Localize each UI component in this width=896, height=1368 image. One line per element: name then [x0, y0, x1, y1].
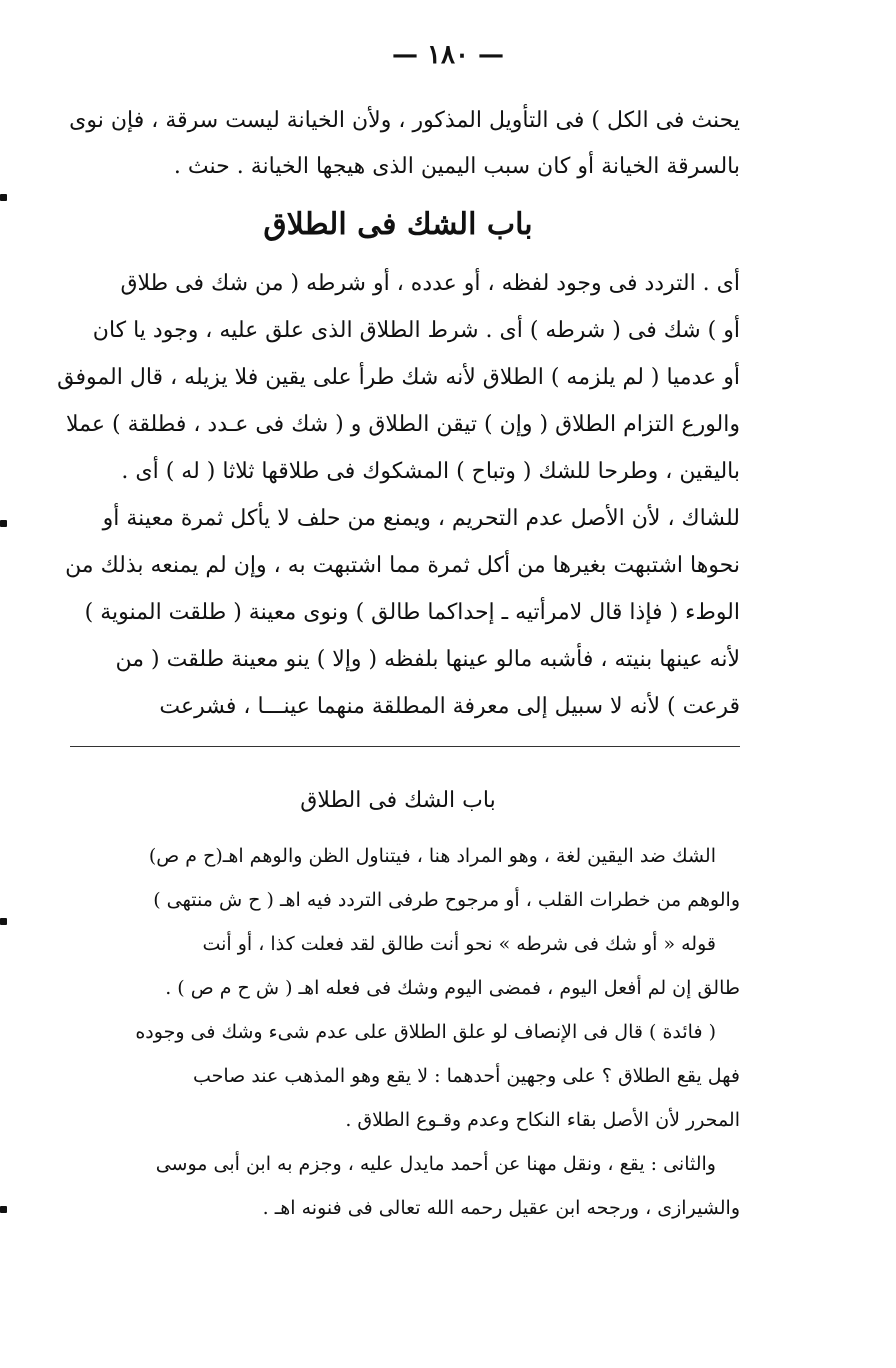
footnotes — [56, 776, 740, 1230]
footnote-line: طالق إن لم أفعل اليوم ، فمضى اليوم وشك فى فعله اهـ ( ش ح م ص ) . — [165, 977, 740, 999]
chapter-body — [56, 260, 740, 730]
body-line: باليقين ، وطرحا للشك ( وتباح ) المشكوك فى طلاقها ثلاثا ( له ) أى . — [121, 459, 740, 484]
body-line: أو عدميا ( لم يلزمه ) الطلاق لأنه شك طرأ على يقين فلا يزيله ، قال الموفق — [57, 365, 740, 390]
body-line: أو ) شك فى ( شرطه ) أى . شرط الطلاق الذى علق عليه ، وجود يا كان — [92, 318, 740, 343]
margin-mark — [0, 194, 7, 201]
footnote-title: باب الشك فى الطلاق — [300, 788, 496, 813]
footnote-line: والثانى : يقع ، ونقل مهنا عن أحمد مايدل عليه ، وجزم به ابن أبى موسى — [155, 1153, 716, 1175]
footnote-line: الشك ضد اليقين لغة ، وهو المراد هنا ، فيتناول الظن والوهم اهـ(ح م ص) — [148, 845, 716, 867]
body-line: للشاك ، لأن الأصل عدم التحريم ، ويمنع من حلف لا يأكل ثمرة معينة أو — [102, 506, 740, 531]
body-line: قرعت ) لأنه لا سبيل إلى معرفة المطلقة منهما عينـــا ، فشرعت — [159, 694, 740, 719]
footnote-line: والشيرازى ، ورجحه ابن عقيل رحمه الله تعالى فى فنونه اهـ . — [262, 1197, 740, 1219]
margin-mark — [0, 918, 7, 925]
footnote-divider — [70, 746, 740, 747]
body-line: لأنه عينها بنيته ، فأشبه مالو عينها بلفظه ( وإلا ) ينو معينة طلقت ( من — [115, 647, 740, 672]
footnote-line: قوله « أو شك فى شرطه » نحو أنت طالق لقد فعلت كذا ، أو أنت — [202, 933, 716, 955]
main-text — [56, 98, 740, 730]
body-line: الوطء ( فإذا قال لامرأتيه ـ إحداكما طالق ) ونوى معينة ( طلقت المنوية ) — [84, 600, 740, 625]
footnote-line: والوهم من خطرات القلب ، أو مرجوح طرفى التردد فيه اهـ ( ح ش منتهى ) — [153, 889, 740, 911]
margin-mark — [0, 520, 7, 527]
footnote-line: المحرر لأن الأصل بقاء النكاح وعدم وقـوع الطلاق . — [345, 1109, 740, 1131]
body-line: نحوها اشتبهت بغيرها من أكل ثمرة مما اشتبهت به ، وإن لم يمنعه بذلك من — [65, 553, 740, 578]
body-line: والورع التزام الطلاق ( وإن ) تيقن الطلاق و ( شك فى عـدد ، فطلقة ) عملا — [66, 412, 740, 437]
margin-mark — [0, 1206, 7, 1213]
intro-line: بالسرقة الخيانة أو كان سبب اليمين الذى هيجها الخيانة . حنث . — [173, 154, 740, 179]
footnote-line: فهل يقع الطلاق ؟ على وجهين أحدهما : لا يقع وهو المذهب عند صاحب — [192, 1065, 740, 1087]
footnote-line: ( فائدة ) قال فى الإنصاف لو علق الطلاق على عدم شىء وشك فى وجوده — [135, 1021, 716, 1043]
intro-line: يحنث فى الكل ) فى التأويل المذكور ، ولأن الخيانة ليست سرقة ، فإن نوى — [69, 108, 740, 133]
page-number: — ١٨٠ — — [391, 40, 505, 70]
body-line: أى . التردد فى وجود لفظه ، أو عدده ، أو شرطه ( من شك فى طلاق — [120, 271, 740, 296]
chapter-title: باب الشك فى الطلاق — [263, 207, 533, 242]
